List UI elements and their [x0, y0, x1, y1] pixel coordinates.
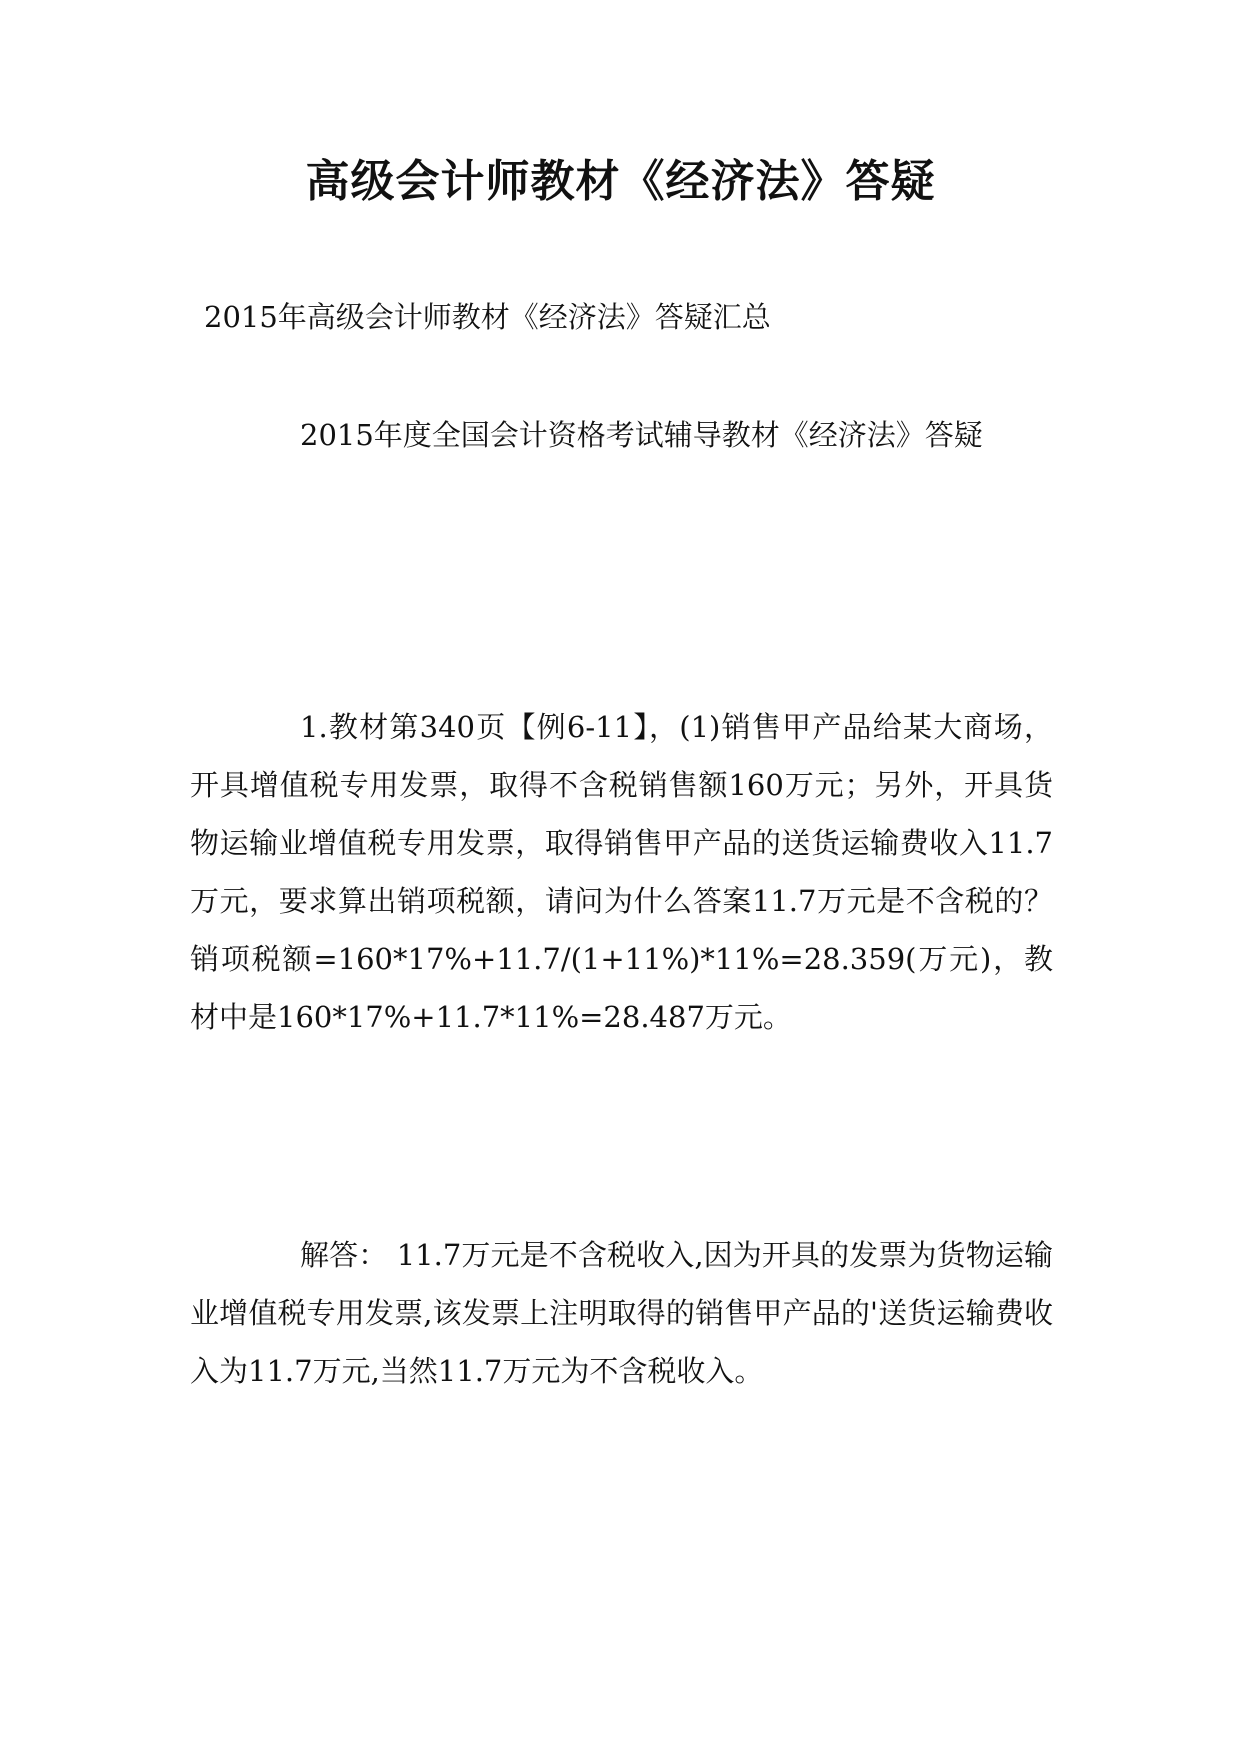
paragraph-intro: 2015年度全国会计资格考试辅导教材《经济法》答疑	[300, 418, 983, 452]
document-subtitle: 2015年高级会计师教材《经济法》答疑汇总	[204, 300, 771, 334]
paragraph-question: 1.教材第340页【例6-11】，(1)销售甲产品给某大商场，开具增值税专用发票，取得不含税销售额160万元；另外，开具货物运输业增值税专用发票，取得销售甲产品的送货运输费收入11.7万元，要求算出销项税额，请问为什么答案11.7万元是不含税的？销项税额=160*17%+11.7/(1+11%)*11%=28.359(万元)，教材中是160*17%+11.7*11%=28.487万元。	[190, 710, 1053, 1034]
document-title: 高级会计师教材《经济法》答疑	[305, 156, 936, 207]
paragraph-answer: 解答： 11.7万元是不含税收入,因为开具的发票为货物运输业增值税专用发票,该发票上注明取得的销售甲产品的'送货运输费收入为11.7万元,当然11.7万元为不含税收入。	[190, 1238, 1053, 1388]
